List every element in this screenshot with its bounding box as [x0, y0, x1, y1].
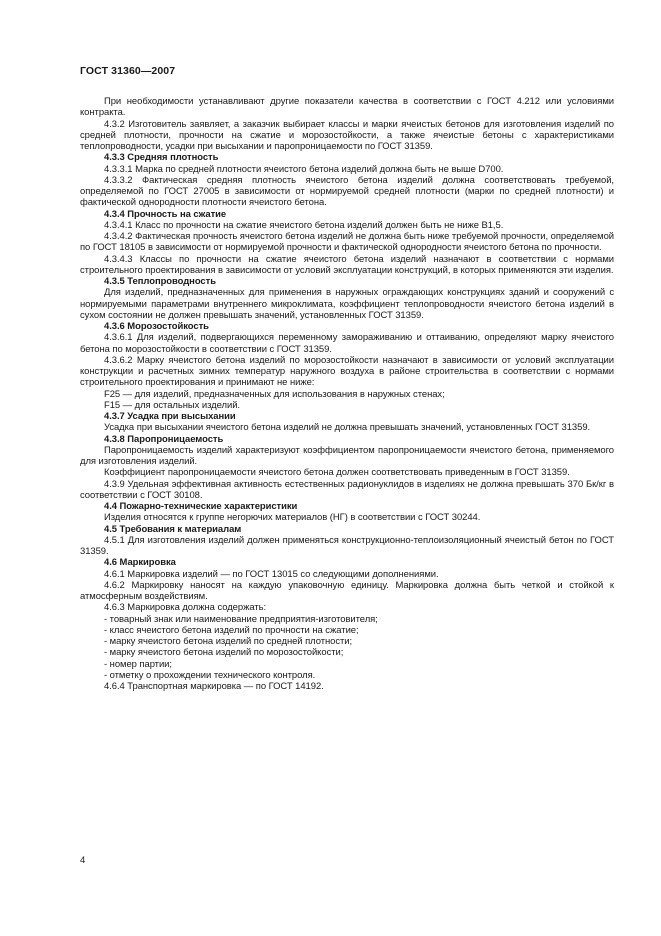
- paragraph: 4.3.6.2 Марку ячеистого бетона изделий по морозостойкости назначают в зависимости от условий эксплуатации конструкции и расчетных зимних температур наружного воздуха в районе строительства в соответствии с нормами строительного проектирования и принимают не ниже:: [80, 354, 614, 389]
- paragraph: Усадка при высыхании ячеистого бетона изделий не должна превышать значений, установленных ГОСТ 31359.: [104, 422, 591, 434]
- paragraph: 4.6.1 Маркировка изделий — по ГОСТ 13015 со следующими дополнениями.: [104, 568, 439, 580]
- page-number: 4: [80, 855, 86, 866]
- section-heading: 4.3.5 Теплопроводность: [104, 276, 216, 287]
- paragraph: 4.3.4.1 Класс по прочности на сжатие ячеистого бетона изделий должен быть не ниже В1,5.: [104, 219, 504, 231]
- paragraph: 4.3.4.3 Классы по прочности на сжатие ячеистого бетона изделий назначают в соответствии с нормами строительного проектирования в зависимости от условий эксплуатации конструкций, в которых применяются эти изделия.: [80, 253, 614, 276]
- list-item: - номер партии;: [104, 658, 172, 670]
- section-heading: 4.4 Пожарно-технические характеристики: [104, 501, 298, 512]
- paragraph: 4.6.3 Маркировка должна содержать:: [104, 602, 267, 614]
- list-item: - отметку о прохождении технического контроля.: [104, 669, 316, 681]
- paragraph: F15 — для остальных изделий.: [104, 399, 240, 411]
- paragraph: Для изделий, предназначенных для применения в наружных ограждающих конструкциях зданий и сооружений с нормируемыми параметрами внутреннего микроклимата, коэффициент теплопроводности ячеистого бетона изделий в сухом состоянии не должен превышать значений, установленных ГОСТ 31359.: [80, 287, 614, 321]
- paragraph: 4.5.1 Для изготовления изделий должен применяться конструкционно-теплоизоляционный ячеистый бетон по ГОСТ 31359.: [80, 534, 614, 557]
- paragraph: Изделия относятся к группе негорючих материалов (НГ) в соответствии с ГОСТ 30244.: [104, 512, 481, 524]
- paragraph: 4.3.2 Изготовитель заявляет, а заказчик выбирает классы и марки ячеистых бетонов для изготовления изделий по средней плотности, прочности на сжатие и морозостойкости, а также ячеистые бетоны с характеристиками теплопроводности, усадки при высыхании и паропроницаемости по ГОСТ 31359.: [80, 118, 614, 152]
- paragraph: F25 — для изделий, предназначенных для использования в наружных стенах;: [104, 388, 445, 400]
- section-heading: 4.3.6 Морозостойкость: [104, 321, 209, 332]
- section-heading: 4.6 Маркировка: [104, 557, 176, 569]
- list-item: - марку ячеистого бетона изделий по средней плотности;: [104, 636, 353, 647]
- section-heading: 4.3.7 Усадка при высыхании: [104, 411, 236, 422]
- paragraph: 4.6.4 Транспортная маркировка — по ГОСТ 14192.: [104, 681, 324, 692]
- paragraph: 4.3.3.2 Фактическая средняя плотность ячеистого бетона изделий должна соответствовать требуемой, определяемой по ГОСТ 27005 в зависимости от нормируемой средней плотности (марки по средней плотности) и фактической однородности плотности ячеистого бетона.: [80, 174, 614, 209]
- document-body: [80, 96, 614, 692]
- section-heading: 4.3.4 Прочность на сжатие: [104, 208, 227, 220]
- paragraph: 4.3.4.2 Фактическая прочность ячеистого бетона изделий не должна быть ниже требуемой прочности, определяемой по ГОСТ 18105 в зависимости от нормируемой прочности и фактической однородности ячеистого бетона по прочности.: [80, 231, 614, 254]
- paragraph: Паропроницаемость изделий характеризуют коэффициентом паропроницаемости ячеистого бетона, применяемого для изготовления изделий.: [80, 444, 614, 467]
- document-header: ГОСТ 31360—2007: [80, 65, 176, 77]
- list-item: - товарный знак или наименование предприятия-изготовителя;: [104, 613, 378, 625]
- paragraph: 4.3.6.1 Для изделий, подвергающихся переменному замораживанию и оттаиванию, определяют марку ячеистого бетона по морозостойкости в соответствии с ГОСТ 31359.: [80, 332, 614, 355]
- paragraph: Коэффициент паропроницаемости ячеистого бетона должен соответствовать приведенным в ГОСТ 31359.: [104, 467, 570, 479]
- paragraph: При необходимости устанавливают другие показатели качества в соответствии с ГОСТ 4.212 или условиями контракта.: [80, 96, 614, 119]
- section-heading: 4.3.3 Средняя плотность: [104, 152, 219, 164]
- list-item: - марку ячеистого бетона изделий по морозостойкости;: [104, 647, 344, 659]
- section-heading: 4.3.8 Паропроницаемость: [104, 433, 224, 445]
- section-heading: 4.5 Требования к материалам: [104, 523, 242, 535]
- paragraph: 4.3.9 Удельная эффективная активность естественных радионуклидов в изделиях не должна превышать 370 Бк/кг в соответствии с ГОСТ 30108.: [80, 478, 614, 501]
- paragraph: 4.6.2 Маркировку наносят на каждую упаковочную единицу. Маркировка должна быть четкой и стойкой к атмосферным воздействиям.: [80, 579, 614, 602]
- list-item: - класс ячеистого бетона изделий по прочности на сжатие;: [104, 624, 359, 636]
- paragraph: 4.3.3.1 Марка по средней плотности ячеистого бетона изделий должна быть не выше D700.: [104, 163, 504, 175]
